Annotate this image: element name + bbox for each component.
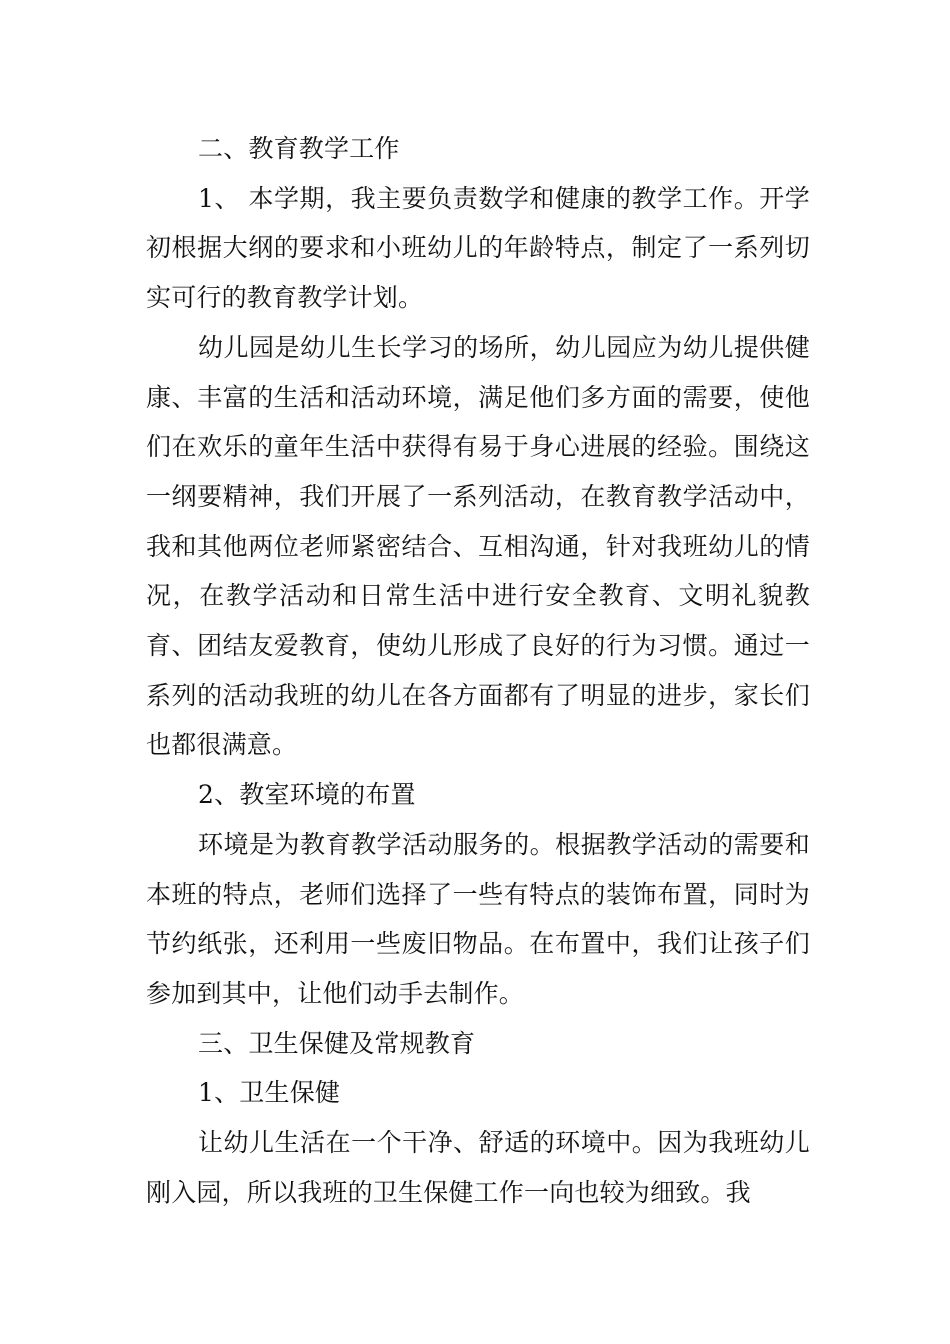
paragraph-kindergarten-activities: 幼儿园是幼儿生长学习的场所，幼儿园应为幼儿提供健康、丰富的生活和活动环境，满足他们多方面的需要，使他们在欢乐的童年生活中获得有易于身心进展的经验。围绕这一纲要精神，我们开展了一系列活动，在教育教学活动中，我和其他两位老师紧密结合、互相沟通，针对我班幼儿的情况，在教学活动和日常生活中进行安全教育、文明礼貌教育、团结友爱教育，使幼儿形成了良好的行为习惯。通过一系列的活动我班的幼儿在各方面都有了明显的进步，家长们也都很满意。 bbox=[146, 332, 810, 760]
section-heading-hygiene: 三、卫生保健及常规教育 bbox=[198, 1028, 476, 1058]
paragraph-environment-decoration: 环境是为教育教学活动服务的。根据教学活动的需要和本班的特点，老师们选择了一些有特点的装饰布置，同时为节约纸张，还利用一些废旧物品。在布置中，我们让孩子们参加到其中，让他们动手去制作。 bbox=[146, 829, 810, 1008]
document-body bbox=[146, 124, 810, 1217]
subheading-health-care: 1、卫生保健 bbox=[198, 1078, 341, 1108]
paragraph-teaching-plan: 1、 本学期，我主要负责数学和健康的教学工作。开学初根据大纲的要求和小班幼儿的年龄特点，制定了一系列切实可行的教育教学计划。 bbox=[146, 183, 810, 313]
subheading-classroom-environment: 2、教室环境的布置 bbox=[198, 780, 416, 810]
section-heading-education: 二、教育教学工作 bbox=[198, 134, 400, 163]
paragraph-clean-environment: 让幼儿生活在一个干净、舒适的环境中。因为我班幼儿刚入园，所以我班的卫生保健工作一向也较为细致。我 bbox=[146, 1128, 810, 1207]
